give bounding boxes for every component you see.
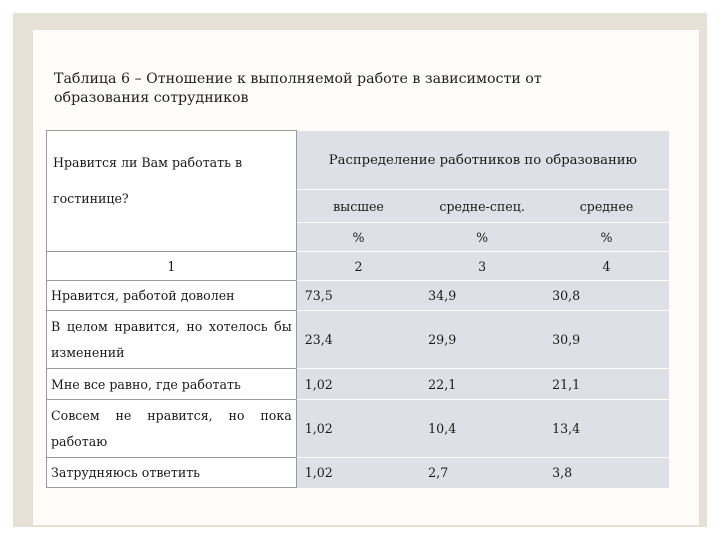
value-cell: 73,5 (296, 281, 420, 311)
question-line-1: Нравится ли Вам работать в (53, 155, 243, 170)
value-cell: 3,8 (544, 458, 669, 488)
value-cell: 2,7 (420, 458, 544, 488)
data-table (46, 130, 669, 488)
column-secondary: среднее (544, 190, 669, 223)
column-secondary-special: средне-спец. (420, 190, 544, 223)
column-number-row (47, 252, 670, 281)
row-label (47, 311, 297, 369)
row-label-line-1: Мне все равно, где работать (51, 376, 241, 392)
unit-cell: % (544, 223, 669, 252)
question-line-2: гостинице? (53, 191, 129, 206)
row-label (47, 369, 297, 400)
value-cell: 1,02 (296, 369, 420, 400)
table-row (47, 311, 670, 369)
caption-line-2: образования сотрудников (54, 90, 249, 106)
column-higher: высшее (296, 190, 420, 223)
row-label (47, 281, 297, 311)
unit-cell: % (296, 223, 420, 252)
value-cell: 29,9 (420, 311, 544, 369)
row-label-line-1: В целом нравится, но хотелось бы (51, 318, 292, 334)
value-cell: 30,9 (544, 311, 669, 369)
row-label-line-2: изменений (51, 344, 125, 360)
value-cell: 22,1 (420, 369, 544, 400)
value-cell: 1,02 (296, 400, 420, 458)
row-label-line-2: работаю (51, 433, 108, 449)
question-header-cell (47, 131, 297, 252)
row-label-line-1: Затрудняюсь ответить (51, 465, 201, 480)
row-label-line-1: Совсем не нравится, но пока (51, 407, 292, 423)
table-row (47, 400, 670, 458)
value-cell: 30,8 (544, 281, 669, 311)
row-label (47, 458, 297, 488)
caption-line-1: Таблица 6 – Отношение к выполняемой работе в зависимости от (54, 71, 542, 87)
table-row (47, 369, 670, 400)
value-cell: 23,4 (296, 311, 420, 369)
table-caption (54, 70, 542, 108)
distribution-header: Распределение работников по образованию (296, 131, 669, 190)
value-cell: 21,1 (544, 369, 669, 400)
row-label (47, 400, 297, 458)
row-label-line-1: Нравится, работой доволен (51, 288, 235, 303)
column-number: 2 (296, 252, 420, 281)
value-cell: 34,9 (420, 281, 544, 311)
value-cell: 1,02 (296, 458, 420, 488)
value-cell: 10,4 (420, 400, 544, 458)
value-cell: 13,4 (544, 400, 669, 458)
table-row (47, 458, 670, 488)
column-number: 1 (47, 252, 297, 281)
column-number: 3 (420, 252, 544, 281)
table-row (47, 281, 670, 311)
header-row (47, 131, 670, 190)
unit-cell: % (420, 223, 544, 252)
column-number: 4 (544, 252, 669, 281)
